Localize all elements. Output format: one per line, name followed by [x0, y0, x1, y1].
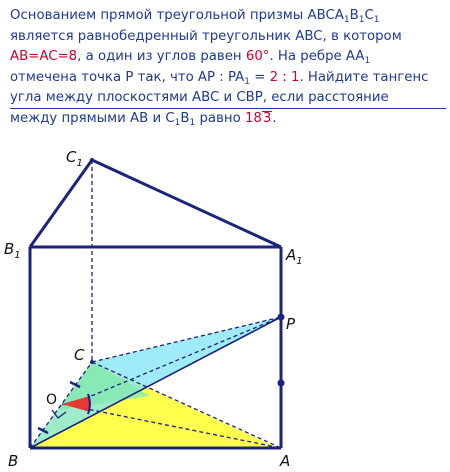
label-p: P — [286, 315, 296, 333]
given-ratio: 2 : 1 — [269, 69, 300, 85]
problem-statement: Основанием прямой треугольной призмы $ABCA_1B_1C_1$ является равнобедренный треугольник ABC, в котором AB=AC=8, а один из углов равен 60°. На ребре $AA_1$ отмечена точка P так, что AP : $PA_1 = 2$ : 1. Найдите тангенс угла между плоскостями ABC и CBP, если расстояние между прямыми AB и $C_1B_1$ равно 183. — [10, 8, 429, 128]
label-b1: $B_1$ — [4, 240, 21, 261]
given-distance: 183 — [244, 110, 272, 126]
label-a1: $A_1$ — [286, 246, 303, 267]
given-angle: 60° — [245, 49, 270, 64]
given-sides: AB=AC=8 — [10, 49, 78, 64]
point-p — [278, 314, 285, 321]
edge-b1c1 — [30, 160, 92, 247]
label-b: B — [8, 452, 19, 470]
point-c — [90, 360, 94, 364]
point-on-aa1 — [278, 380, 285, 387]
edge-c1a1 — [92, 160, 281, 247]
label-c: C — [74, 346, 85, 364]
label-c1: $C_1$ — [66, 148, 83, 169]
label-o: O — [46, 392, 58, 408]
point-c1 — [90, 158, 94, 162]
label-a: A — [280, 452, 291, 470]
